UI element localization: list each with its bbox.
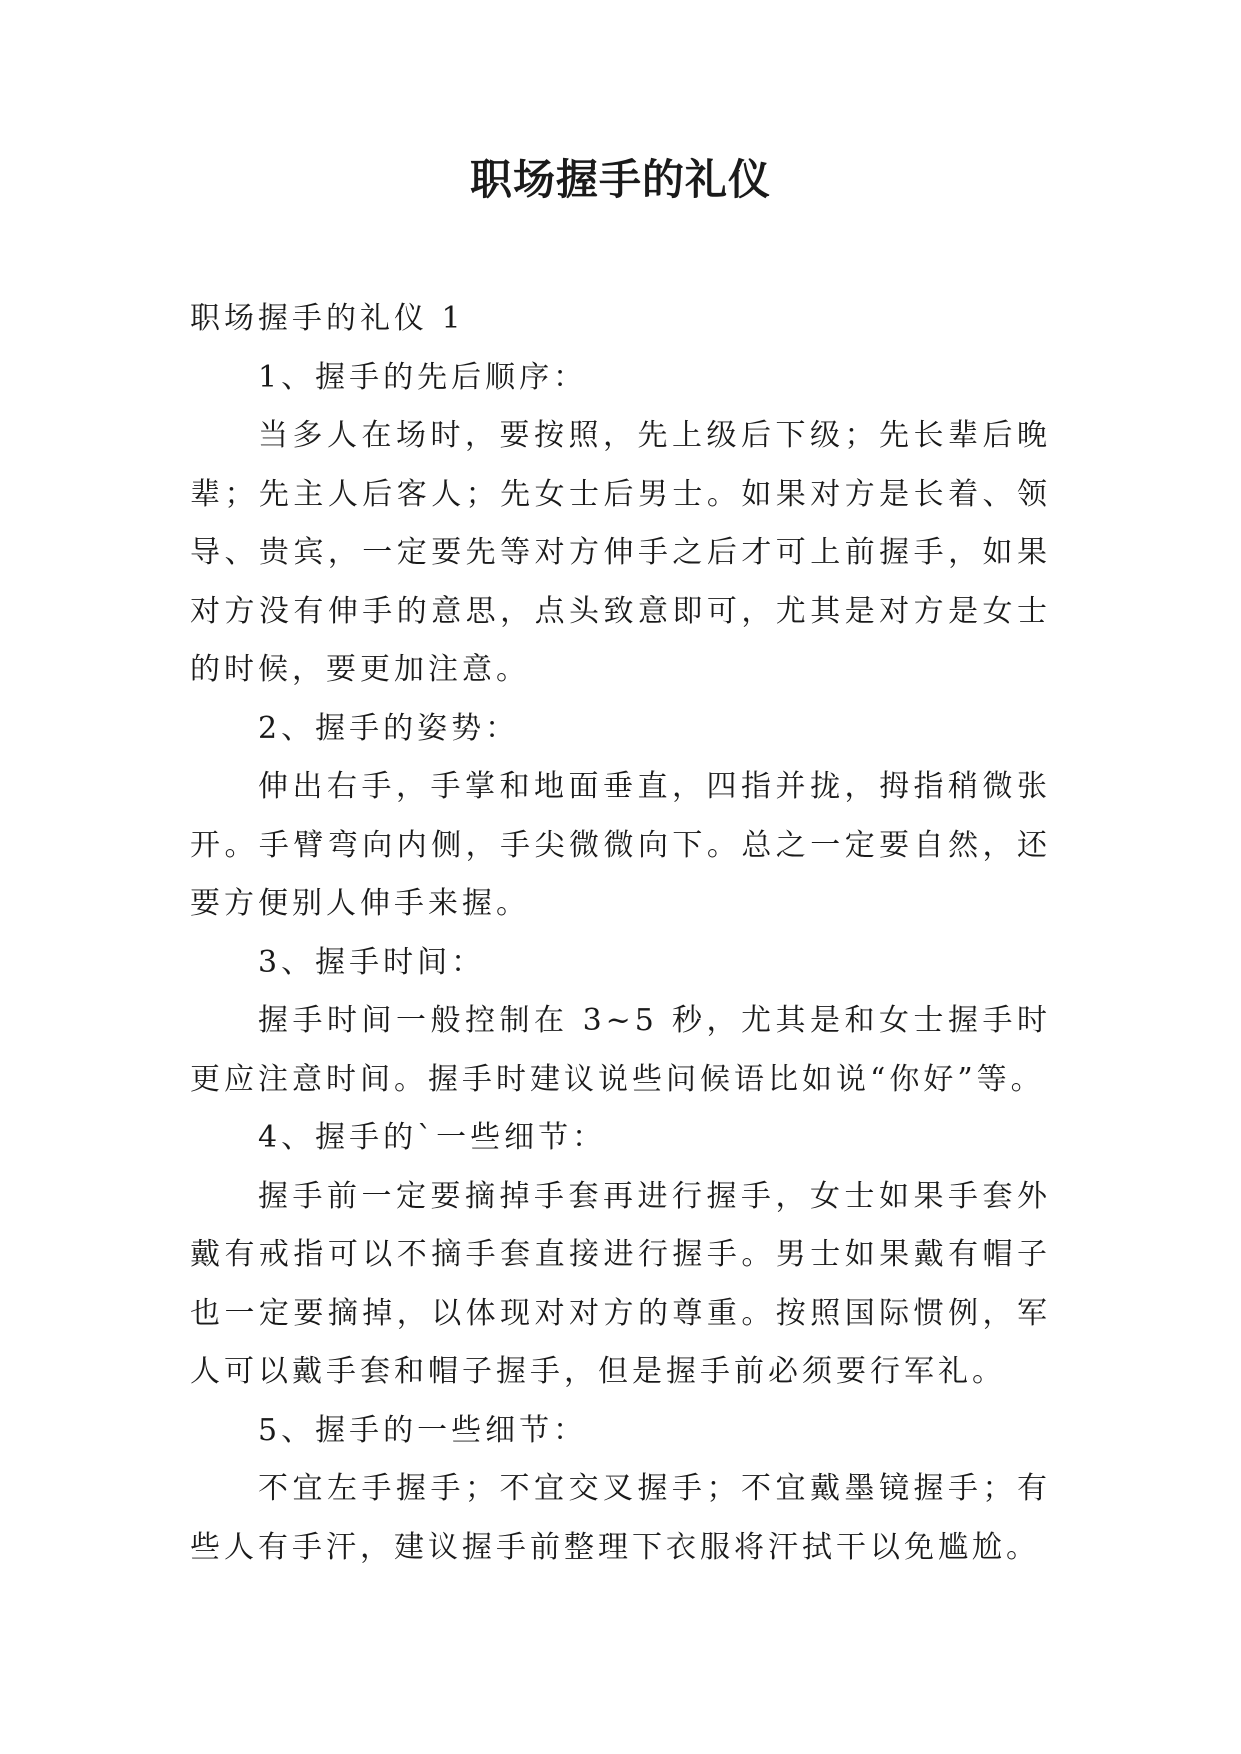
- section-heading-3: 3、握手时间：: [258, 944, 486, 980]
- section-paragraph-2: 伸出右手，手掌和地面垂直，四指并拢，拇指稍微张开。手臂弯向内侧，手尖微微向下。总之一定要自然，还要方便别人伸手来握。: [190, 769, 1051, 921]
- document-title: 职场握手的礼仪: [469, 155, 771, 204]
- section-heading-4: 4、握手的`一些细节：: [258, 1120, 607, 1155]
- section-heading-2: 2、握手的姿势：: [258, 710, 520, 746]
- section-paragraph-4: 握手前一定要摘掉手套再进行握手，女士如果手套外戴有戒指可以不摘手套直接进行握手。男士如果戴有帽子也一定要摘掉，以体现对对方的尊重。按照国际惯例，军人可以戴手套和帽子握手，但是握手前必须要行军礼。: [190, 1178, 1051, 1389]
- section-heading-1: 1、握手的先后顺序：: [258, 359, 588, 395]
- section-heading-5: 5、握手的一些细节：: [258, 1412, 588, 1448]
- section-paragraph-3: 握手时间一般控制在 3~5 秒，尤其是和女士握手时更应注意时间。握手时建议说些问候语比如说“你好”等。: [190, 1003, 1051, 1097]
- section-paragraph-1: 当多人在场时，要按照，先上级后下级；先长辈后晚辈；先主人后客人；先女士后男士。如果对方是长着、领导、贵宾，一定要先等对方伸手之后才可上前握手，如果对方没有伸手的意思，点头致意即可，尤其是对方是女士的时候，要更加注意。: [190, 418, 1051, 687]
- document-body: [190, 290, 1051, 1577]
- section-subtitle: 职场握手的礼仪 1: [190, 301, 465, 336]
- section-paragraph-5: 不宜左手握手；不宜交叉握手；不宜戴墨镜握手；有些人有手汗，建议握手前整理下衣服将汗拭干以免尴尬。: [190, 1471, 1051, 1565]
